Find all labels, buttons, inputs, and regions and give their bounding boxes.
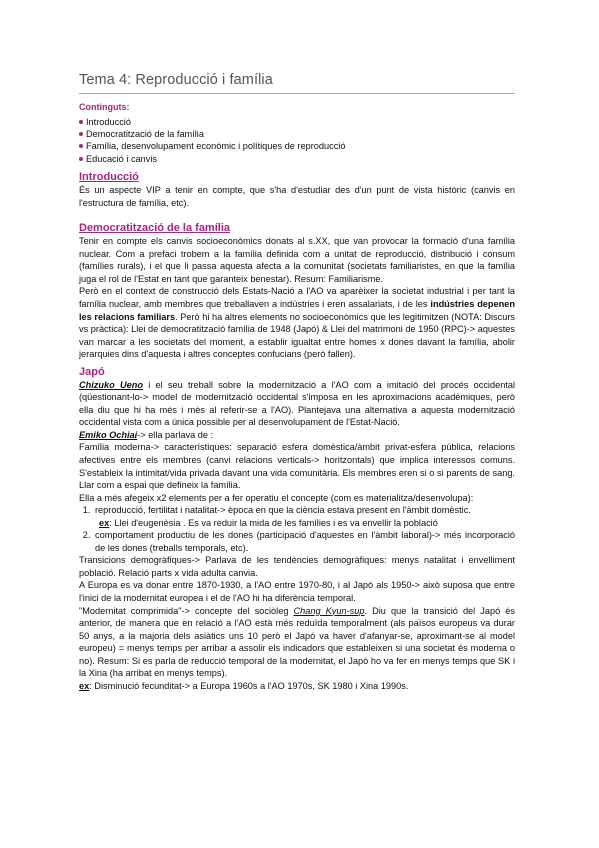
page-title: Tema 4: Reproducció i família bbox=[79, 72, 515, 94]
contents-heading: Continguts: bbox=[79, 102, 130, 112]
contents-item: Democratització de la família bbox=[79, 128, 515, 140]
bullet-icon bbox=[79, 120, 83, 124]
democratitzacio-paragraph-1: Tenir en compte els canvis socioeconòmics donats al s.XX, que van provocar la formació d'una família nuclear. Com a prefaci trobem a la família definida com a unitat de reproducció, distribució i consum (famílies rurals), i el que li passa aquesta afecta a la comunitat (societats familiaristes, en que la família juga el rol de l'Estat en tant que garanteix benestar). Resum: Familiarisme. bbox=[79, 236, 515, 284]
ueno-paragraph: Chizuko Ueno i el seu treball sobre la modernització a l'AO com a imitació del procés occidental (qüestionant-lo-> model de modernització occidental s'imposa en les aproximacions acadèmiques, però ella diu que hi ha més i més al referir-se a l'AO). Plantejava una alternativa a aquesta modernització occidental vista com a única possible per al desenvolupament de l'Estat-Nació. bbox=[79, 379, 516, 428]
ochiai-line: Emiko Ochiai-> ella parlava de : bbox=[79, 429, 214, 440]
section-heading-democratitzacio: Democratització de la família bbox=[79, 222, 230, 235]
list-item: 2. comportament productiu de les dones (participació d'aquestes en l'àmbit laboral)-> més incorporació de les dones (treballs temporals, etc). bbox=[93, 529, 515, 554]
introduccio-text: És un aspecte VIP a tenir en compte, que s'ha d'estudiar des d'un punt de vista històric (canvis en l'estructura de família, etc). bbox=[79, 185, 515, 208]
modernitat-comprimida-paragraph: "Modernitat comprimida"-> concepte del sociòleg Chang Kyun-sup. Diu que la transició del Japó és anterior, de manera que en relació a l'AO està més reduïda temporalment (als països europeus va durar 50 anys, a la majoria dels asiàtics uns 10 però el Japó va haver d'afanyar-se, aproximant-se al model europeu) = menys temps per arribar a assolir els indicadors que estableixen si una societat és moderna o no). Resum: Si es parla de reducció temporal de la modernitat, el Japó ho va fer en menys temps que SK i la Xina (ha arribat en menys temps). bbox=[79, 605, 515, 679]
democratitzacio-paragraph-2: Però en el context de construcció dels Estats-Nació a l'AO va aparèixer la societat industrial i per tant la família nuclear, amb membres que treballaven a indústries i eren assalariats, i de les indústries depenen les relacions familiars. Però hi ha altres elements no socioeconòmics que les legitimitzen (NOTA: Discurs vs pràctica): Llei de democratització família de 1948 (Japó) & Llei del matrimoni de 1950 (RPC)-> aquestes van marcar a les societats del moment, a establir igualtat entre homes x dones davant la família, abolir jerarquies dins d'aquesta i altres conceptes confucians (però fallen). bbox=[79, 286, 515, 360]
author-name: Chang Kyun-sup bbox=[293, 605, 365, 616]
transicions-paragraph: Transicions demogràfiques-> Parlava de les tendències demogràfiques: menys natalitat i envelliment població. Relació parts x vida adulta canvia. bbox=[79, 555, 515, 578]
section-heading-introduccio: Introducció bbox=[79, 171, 139, 184]
contents-item: Educació i canvis bbox=[79, 153, 515, 165]
contents-item: Introducció bbox=[79, 116, 515, 128]
document-body bbox=[79, 101, 515, 692]
contents-item: Família, desenvolupament econòmic i polítiques de reproducció bbox=[79, 140, 515, 152]
bullet-icon bbox=[79, 144, 83, 148]
contents-list bbox=[79, 116, 515, 166]
bullet-icon bbox=[79, 157, 83, 161]
final-example-line: ex: Disminució fecunditat-> a Europa 1960s a l'AO 1970s, SK 1980 i Xina 1990s. bbox=[79, 680, 409, 691]
bold-phrase: indústries depenen les relacions familiars bbox=[79, 299, 515, 322]
europa-paragraph: A Europa es va donar entre 1870-1930, a l'AO entre 1970-80, i al Japó als 1950-> això suposa que entre l'inici de la modernitat europea i el de l'AO hi ha diferència temporal. bbox=[79, 580, 515, 604]
list-item: 1. reproducció, fertilitat i natalitat-> època en que la ciència estava present en l'àmbit domèstic. ex: Llei d'eugenèsia . Es va reduir la mida de les famílies i es va envellir la població bbox=[93, 504, 515, 529]
familia-moderna-paragraph: Família moderna-> característiques: separació esfera domèstica/àmbit privat-esfera pública, relacions afectives entre els membres (canvi relacions verticals-> horitzontals) que implica interessos comuns. S'estableix la intimitat/vida privada davant una vida comunitària. Els membres eren si o si parents de sang. Llar com a espai que defineix la família. bbox=[79, 442, 515, 491]
author-name: Chizuko Ueno bbox=[79, 379, 143, 390]
bullet-icon bbox=[79, 132, 83, 136]
ella-afegeix-line: Ella a més afegeix x2 elements per a fer operatiu el concepte (com es materialitza/desenvolupa): bbox=[79, 492, 474, 503]
author-name: Emiko Ochiai bbox=[79, 429, 138, 440]
elements-list bbox=[79, 504, 515, 554]
section-heading-japo: Japó bbox=[79, 365, 105, 378]
